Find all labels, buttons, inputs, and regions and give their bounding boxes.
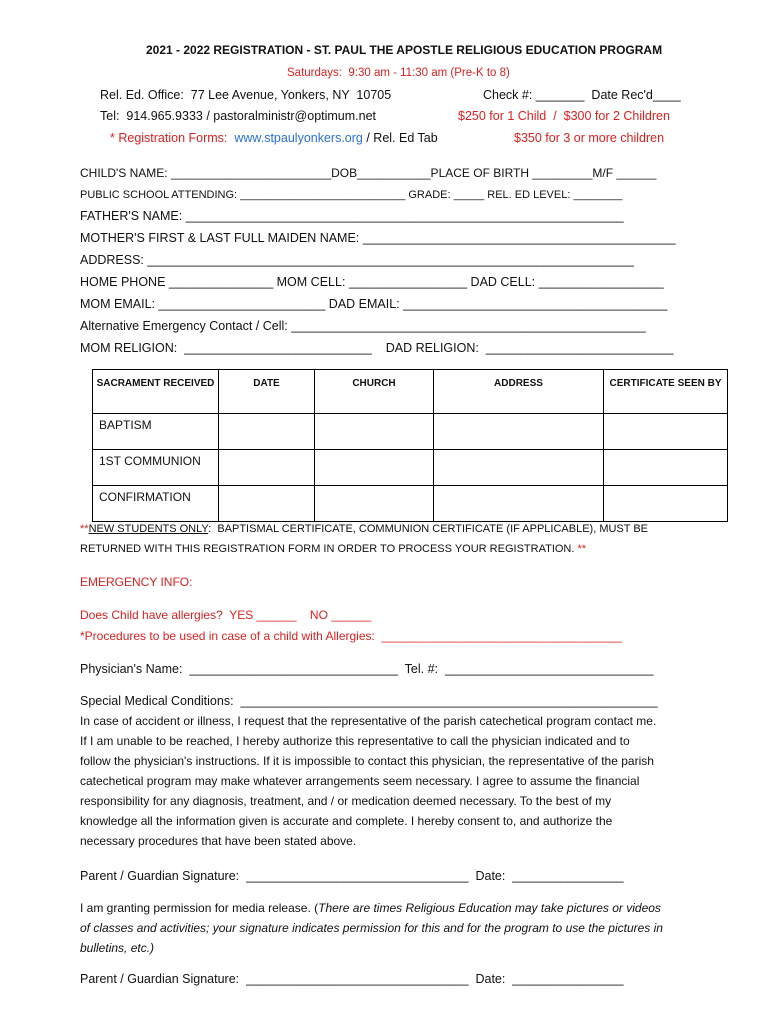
father-name-field[interactable]: FATHER'S NAME: _______________________________________________________________: [80, 209, 624, 223]
table-cell[interactable]: [604, 450, 728, 486]
check-date-received: Check #: _______ Date Rec'd____: [483, 88, 681, 102]
sacrament-name: 1ST COMMUNION: [93, 450, 219, 486]
registration-forms-suffix: / Rel. Ed Tab: [362, 131, 438, 145]
allergy-procedures-field[interactable]: *Procedures to be used in case of a child with Allergies: ____________________________________: [80, 629, 622, 643]
special-conditions-field[interactable]: Special Medical Conditions: ____________________________________________________________: [80, 694, 658, 708]
emergency-heading: EMERGENCY INFO:: [80, 575, 193, 589]
address-field[interactable]: ADDRESS: ______________________________________________________________________: [80, 253, 635, 267]
notice-line2: RETURNED WITH THIS REGISTRATION FORM IN ORDER TO PROCESS YOUR REGISTRATION.: [80, 543, 578, 555]
guardian-signature-field-1[interactable]: Parent / Guardian Signature: ________________________________ Date: ________________: [80, 869, 624, 883]
media-italic-3: bulletins, etc.): [80, 941, 155, 955]
media-italic-1: There are times Religious Education may take pictures or videos: [318, 901, 661, 915]
allergies-field[interactable]: Does Child have allergies? YES ______ NO ______: [80, 608, 372, 622]
table-cell[interactable]: [604, 486, 728, 522]
notice-prefix: **: [80, 523, 89, 535]
table-row: [93, 486, 728, 522]
child-name-field[interactable]: CHILD'S NAME: ________________________DOB___________PLACE OF BIRTH _________M/F ______: [80, 166, 657, 180]
registration-forms-prefix: * Registration Forms:: [110, 131, 235, 145]
consent-line: follow the physician's instructions. If it is impossible to contact this physician, the representative of the parish: [80, 754, 654, 768]
table-cell[interactable]: [219, 486, 315, 522]
table-row: [93, 450, 728, 486]
consent-line: catechetical program may make whatever arrangements seem necessary. I agree to assume the financial: [80, 774, 640, 788]
new-students-notice: [80, 521, 648, 537]
emergency-contact-field[interactable]: Alternative Emergency Contact / Cell: ___________________________________________________: [80, 319, 646, 333]
table-cell[interactable]: [315, 486, 434, 522]
table-cell[interactable]: [219, 414, 315, 450]
table-cell[interactable]: [604, 414, 728, 450]
consent-line: responsibility for any diagnosis, treatment, and / or medication deemed necessary. To the best of my: [80, 794, 612, 808]
table-cell[interactable]: [434, 414, 604, 450]
table-cell[interactable]: [434, 486, 604, 522]
media-lead: I am granting permission for media release. (: [80, 901, 319, 915]
fee-one-two-children: $250 for 1 Child / $300 for 2 Children: [458, 109, 670, 123]
guardian-signature-field-2[interactable]: Parent / Guardian Signature: ________________________________ Date: ________________: [80, 972, 624, 986]
sacrament-table: [92, 369, 728, 522]
column-header: CHURCH: [315, 370, 434, 414]
media-line-1: [80, 898, 710, 918]
physician-field[interactable]: Physician's Name: ______________________________ Tel. #: ______________________________: [80, 662, 654, 676]
office-address: Rel. Ed. Office: 77 Lee Avenue, Yonkers, NY 10705: [100, 88, 392, 102]
table-row: [93, 414, 728, 450]
consent-line: necessary procedures that have been stated above.: [80, 834, 357, 848]
consent-line: knowledge all the information given is accurate and complete. I hereby consent to, and authorize the: [80, 814, 613, 828]
mother-name-field[interactable]: MOTHER'S FIRST & LAST FULL MAIDEN NAME: _____________________________________________: [80, 231, 676, 245]
fee-three-children: $350 for 3 or more children: [514, 131, 665, 145]
office-contact: Tel: 914.965.9333 / pastoralministr@optimum.net: [100, 109, 377, 123]
sacrament-name: BAPTISM: [93, 414, 219, 450]
table-cell[interactable]: [219, 450, 315, 486]
column-header: ADDRESS: [434, 370, 604, 414]
table-header-row: [93, 370, 728, 414]
phone-fields[interactable]: HOME PHONE _______________ MOM CELL: _________________ DAD CELL: __________________: [80, 275, 664, 289]
table-cell[interactable]: [315, 450, 434, 486]
column-header: DATE: [219, 370, 315, 414]
notice-new-students: NEW STUDENTS ONLY: [88, 523, 209, 535]
notice-line1: : BAPTISMAL CERTIFICATE, COMMUNION CERTIFICATE (IF APPLICABLE), MUST BE: [208, 523, 649, 535]
sacrament-name: CONFIRMATION: [93, 486, 219, 522]
column-header: SACRAMENT RECEIVED: [93, 370, 219, 414]
consent-line: In case of accident or illness, I request that the representative of the parish catechetical program contact me.: [80, 714, 657, 728]
notice-line2-wrap: [80, 541, 586, 557]
website-link[interactable]: www.stpaulyonkers.org: [234, 131, 363, 145]
religion-fields[interactable]: MOM RELIGION: ___________________________ DAD RELIGION: ___________________________: [80, 341, 674, 355]
public-school-field[interactable]: PUBLIC SCHOOL ATTENDING: ___________________________ GRADE: _____ REL. ED LEVEL: ________: [80, 189, 623, 201]
consent-paragraph: [80, 711, 710, 851]
email-fields[interactable]: MOM EMAIL: ________________________ DAD EMAIL: ______________________________________: [80, 297, 668, 311]
notice-suffix: **: [577, 543, 587, 555]
registration-forms-note: [110, 130, 438, 146]
schedule-text: Saturdays: 9:30 am - 11:30 am (Pre-K to 8): [287, 67, 510, 79]
form-title: 2021 - 2022 REGISTRATION - ST. PAUL THE APOSTLE RELIGIOUS EDUCATION PROGRAM: [146, 43, 663, 57]
media-release-paragraph: [80, 898, 710, 958]
media-italic-2: of classes and activities; your signature indicates permission for this and for the program to use the pictures in: [80, 921, 663, 935]
table-cell[interactable]: [434, 450, 604, 486]
consent-line: If I am unable to be reached, I hereby authorize this representative to call the physician indicated and to: [80, 734, 630, 748]
table-cell[interactable]: [315, 414, 434, 450]
column-header: CERTIFICATE SEEN BY: [604, 370, 728, 414]
